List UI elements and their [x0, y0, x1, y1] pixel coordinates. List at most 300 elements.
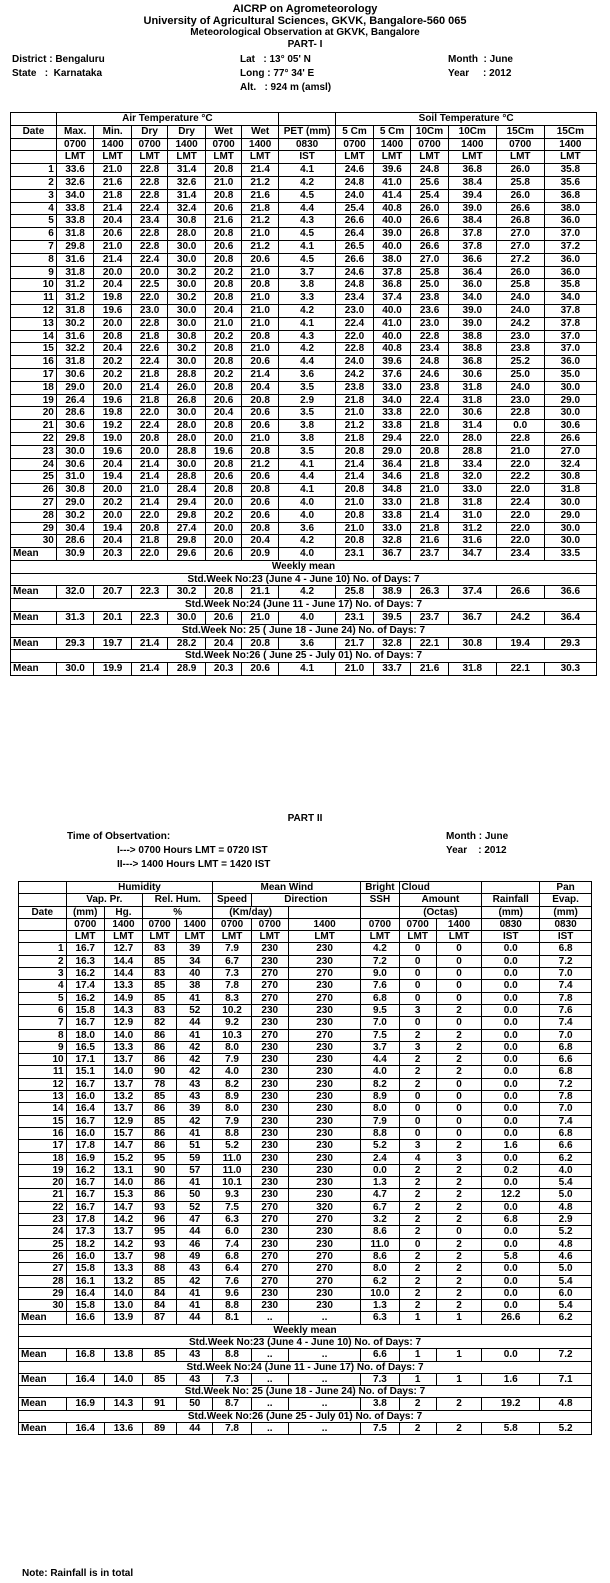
table-cell: 4.5: [278, 228, 335, 241]
table-cell: 6.0: [540, 1287, 592, 1299]
table-cell: 31.8: [56, 304, 94, 317]
table-cell: 41.0: [373, 176, 411, 189]
table-cell: 21.4: [131, 663, 167, 676]
table-cell: 3.6: [278, 522, 335, 535]
table-cell: [11, 113, 57, 126]
table-cell: 36.0: [544, 266, 596, 279]
week-title-row: [19, 1361, 592, 1373]
table-cell: 20.2: [205, 266, 241, 279]
table-cell: 4.1: [278, 164, 335, 177]
table-cell: 20.0: [131, 445, 167, 458]
table-cell: 4.1: [278, 484, 335, 497]
table-cell: 19.0: [94, 432, 132, 445]
table-cell: 20.8: [94, 330, 132, 343]
state-label: State : Karnataka: [12, 68, 103, 79]
table-row: [19, 1177, 592, 1189]
table-cell: 39: [177, 943, 213, 955]
table-cell: 2: [436, 1029, 482, 1041]
table-cell: 0: [436, 980, 482, 992]
direction-header: Direction: [251, 894, 361, 906]
week-mean-row: [19, 1349, 592, 1361]
table-cell: 28.8: [168, 445, 206, 458]
table-cell: 11.0: [361, 1238, 399, 1250]
table-cell: 36.4: [448, 266, 496, 279]
table-cell: 0.0: [482, 1349, 540, 1361]
table-cell: 15.7: [104, 1127, 142, 1139]
table-cell: 33.5: [544, 548, 596, 561]
table-cell: 21: [11, 420, 57, 433]
table-cell: 4: [11, 202, 57, 215]
table-cell: 16.7: [66, 1201, 104, 1213]
table-cell: 0.0: [482, 1201, 540, 1213]
table-cell: 20.1: [94, 612, 132, 625]
table-cell: 30.9: [56, 548, 94, 561]
table-cell: 31.8: [56, 356, 94, 369]
table-cell: 0.0: [482, 1300, 540, 1312]
table-cell: 20.4: [242, 381, 279, 394]
table-cell: 16.6: [66, 1312, 104, 1324]
table-cell: 24.0: [496, 292, 544, 305]
table-cell: 12: [19, 1078, 67, 1090]
table-cell: 86: [143, 1140, 177, 1152]
table-row: [19, 1029, 592, 1041]
table-cell: 22.0: [131, 407, 167, 420]
table-cell: 19.8: [94, 407, 132, 420]
table-cell: 2: [399, 1250, 436, 1262]
column-unit: LMT: [56, 151, 94, 164]
table-cell: 21.6: [411, 663, 449, 676]
table-cell: 25.2: [496, 356, 544, 369]
table-cell: 50: [177, 1398, 213, 1410]
table-cell: 23.8: [336, 381, 374, 394]
table-cell: 14.0: [104, 1066, 142, 1078]
table-cell: 24.6: [411, 368, 449, 381]
table-cell: 85: [143, 1091, 177, 1103]
table-cell: 20.0: [94, 381, 132, 394]
table-cell: 2: [399, 1066, 436, 1078]
header-row-labels: [11, 125, 597, 138]
table-cell: 2: [399, 1054, 436, 1066]
table-cell: 230: [288, 1287, 360, 1299]
relative-humidity-header: Rel. Hum.: [143, 894, 213, 906]
table-cell: 20.2: [205, 509, 241, 522]
column-unit: LMT: [436, 931, 482, 943]
table-cell: 21.2: [336, 420, 374, 433]
table-cell: 21.0: [94, 164, 132, 177]
table-cell: Mean: [19, 1349, 67, 1361]
table-cell: 0: [436, 1091, 482, 1103]
table-cell: 4.5: [278, 253, 335, 266]
table-cell: 270: [251, 1263, 288, 1275]
part1-table: [10, 112, 597, 676]
table-cell: 15.8: [66, 1300, 104, 1312]
table-cell: 2: [399, 1078, 436, 1090]
table-cell: 14.4: [104, 955, 142, 967]
table-cell: 21.4: [94, 253, 132, 266]
table-cell: 21.8: [242, 202, 279, 215]
table-cell: 5.4: [540, 1275, 592, 1287]
table-cell: 36.8: [373, 279, 411, 292]
table-row: [19, 980, 592, 992]
table-cell: 8.0: [213, 1041, 251, 1053]
table-cell: 2: [399, 1201, 436, 1213]
table-cell: 4.8: [540, 1398, 592, 1410]
weekly-mean-title: Weekly mean: [11, 560, 597, 573]
table-row: [19, 1275, 592, 1287]
table-cell: 30.0: [168, 407, 206, 420]
table-cell: 7.3: [213, 968, 251, 980]
table-cell: ..: [288, 1312, 360, 1324]
table-cell: 0.0: [482, 1066, 540, 1078]
table-cell: 0.0: [361, 1164, 399, 1176]
table-cell: 86: [143, 1041, 177, 1053]
table-cell: 36.7: [448, 612, 496, 625]
table-cell: 1.6: [482, 1140, 540, 1152]
table-cell: 30.6: [56, 420, 94, 433]
table-cell: 21.2: [242, 176, 279, 189]
cloud-header: Cloud: [399, 882, 482, 894]
table-cell: 2: [436, 1189, 482, 1201]
week-title: Std.Week No:23 (June 4 - June 10) No. of Days: 7: [11, 573, 597, 586]
table-cell: 86: [143, 1054, 177, 1066]
header-line1: AICRP on Agrometeorology: [232, 3, 378, 15]
table-cell: 26: [19, 1250, 67, 1262]
table-cell: 24.0: [336, 189, 374, 202]
table-cell: 78: [143, 1078, 177, 1090]
table-cell: 34.0: [373, 394, 411, 407]
table-cell: 0.0: [482, 1004, 540, 1016]
table-cell: 230: [251, 1287, 288, 1299]
amount-header: Amount: [399, 894, 482, 906]
column-unit: LMT: [399, 931, 436, 943]
table-cell: 6.3: [361, 1312, 399, 1324]
table-cell: 35.8: [544, 164, 596, 177]
table-cell: 19.9: [94, 663, 132, 676]
table-cell: 20.6: [242, 253, 279, 266]
table-cell: 2.9: [540, 1214, 592, 1226]
table-cell: 21.8: [411, 471, 449, 484]
table-cell: 26.6: [482, 1312, 540, 1324]
table-cell: 21.4: [131, 381, 167, 394]
table-cell: 51: [177, 1140, 213, 1152]
table-cell: 2: [399, 1398, 436, 1410]
table-cell: 44: [177, 1017, 213, 1029]
table-cell: 31.4: [448, 420, 496, 433]
table-cell: 16.3: [66, 955, 104, 967]
table-cell: 1.6: [482, 1373, 540, 1385]
table-cell: 230: [288, 1300, 360, 1312]
table-cell: 13.8: [104, 1349, 142, 1361]
table-cell: 30.8: [448, 637, 496, 650]
table-cell: 23.7: [411, 548, 449, 561]
table-cell: 5.8: [482, 1423, 540, 1435]
table-cell: 34.8: [373, 484, 411, 497]
table-cell: 16.4: [66, 1373, 104, 1385]
column-time: 1400: [242, 138, 279, 151]
obs-time-line2: II---> 1400 Hours LMT = 1420 IST: [117, 859, 271, 870]
table-cell: 8.6: [361, 1250, 399, 1262]
table-cell: 42: [177, 1054, 213, 1066]
table-cell: 29.8: [56, 432, 94, 445]
table-cell: 0: [399, 1127, 436, 1139]
table-row: [11, 215, 597, 228]
table-cell: 33.8: [373, 509, 411, 522]
table-cell: 6.2: [540, 1312, 592, 1324]
table-cell: 3.8: [278, 420, 335, 433]
table-cell: 2: [399, 1423, 436, 1435]
table-cell: 2: [399, 1226, 436, 1238]
table-row: [11, 176, 597, 189]
table-row: [19, 1004, 592, 1016]
table-cell: 21.4: [131, 471, 167, 484]
table-cell: 4.0: [278, 612, 335, 625]
table-cell: 4: [19, 980, 67, 992]
table-cell: 17: [11, 368, 57, 381]
table-cell: 8.0: [213, 1103, 251, 1115]
table-cell: 30.2: [168, 586, 206, 599]
column-unit: LMT: [66, 931, 104, 943]
table-cell: 7.0: [540, 968, 592, 980]
table-cell: 33.8: [373, 420, 411, 433]
vapour-pressure-header: Vap. Pr.: [66, 894, 143, 906]
column-header: Dry: [131, 125, 167, 138]
table-cell: 3.8: [361, 1398, 399, 1410]
table-cell: 4.4: [361, 1054, 399, 1066]
table-cell: 4.7: [361, 1189, 399, 1201]
table-cell: 13.6: [104, 1423, 142, 1435]
table-row: [19, 1140, 592, 1152]
table-cell: 4.4: [278, 202, 335, 215]
month-label: Month : June: [448, 54, 513, 65]
table-cell: 15.8: [66, 1004, 104, 1016]
table-cell: 21.8: [411, 458, 449, 471]
table-cell: 230: [288, 1164, 360, 1176]
table-cell: 30.0: [544, 522, 596, 535]
year-label: Year : 2012: [448, 68, 512, 79]
table-cell: 7.5: [213, 1201, 251, 1213]
table-cell: 13.7: [104, 1226, 142, 1238]
table-cell: 20.6: [242, 356, 279, 369]
table-cell: 13.0: [104, 1300, 142, 1312]
column-time: 0700: [205, 138, 241, 151]
table-row: [11, 266, 597, 279]
table-cell: 8.8: [361, 1127, 399, 1139]
table-cell: 13.3: [104, 1041, 142, 1053]
mean-wind-header: Mean Wind: [213, 882, 361, 894]
table-cell: 20.6: [205, 202, 241, 215]
table-cell: 32.4: [544, 458, 596, 471]
table-row: [11, 394, 597, 407]
table-cell: 28: [11, 509, 57, 522]
column-header: 5 Cm: [373, 125, 411, 138]
table-cell: 20.8: [205, 381, 241, 394]
table-cell: 23.4: [411, 343, 449, 356]
column-unit: LMT: [544, 151, 596, 164]
table-cell: 14.7: [104, 1201, 142, 1213]
table-cell: 37.2: [544, 240, 596, 253]
table-cell: 29.0: [56, 381, 94, 394]
table-cell: 23.0: [411, 317, 449, 330]
column-unit: LMT: [94, 151, 132, 164]
week-mean-row: [11, 663, 597, 676]
table-cell: 36.0: [544, 356, 596, 369]
table-cell: 22.0: [496, 509, 544, 522]
evaporation-header: Evap.: [540, 894, 592, 906]
table-cell: 90: [143, 1066, 177, 1078]
column-unit: LMT: [373, 151, 411, 164]
table-cell: 27.0: [411, 253, 449, 266]
table-row: [19, 1263, 592, 1275]
table-cell: 20.2: [94, 368, 132, 381]
table-cell: 6.8: [213, 1250, 251, 1262]
table-cell: 26.6: [544, 432, 596, 445]
table-cell: 13.7: [104, 1078, 142, 1090]
table-cell: 36.8: [448, 164, 496, 177]
week-title: Std.Week No:24 (June 11 - June 17) No. of Days: 7: [11, 599, 597, 612]
table-cell: 270: [288, 1263, 360, 1275]
table-cell: 29.6: [168, 548, 206, 561]
table-cell: 33.7: [373, 663, 411, 676]
table-cell: 270: [251, 980, 288, 992]
table-cell: 30.8: [544, 471, 596, 484]
table-cell: 20.6: [242, 496, 279, 509]
table-row: [19, 1300, 592, 1312]
table-cell: 26.6: [496, 586, 544, 599]
table-cell: 20.4: [94, 343, 132, 356]
table-cell: 30.0: [544, 496, 596, 509]
table-cell: 0: [399, 1103, 436, 1115]
table-cell: 31.4: [168, 189, 206, 202]
table-cell: 8.1: [213, 1312, 251, 1324]
table-cell: 13.9: [104, 1312, 142, 1324]
table-cell: 15.2: [104, 1152, 142, 1164]
table-cell: 39.0: [448, 202, 496, 215]
column-unit: LMT: [168, 151, 206, 164]
table-cell: 30.8: [56, 484, 94, 497]
table-row: [11, 509, 597, 522]
table-cell: 19.2: [482, 1398, 540, 1410]
column-unit: LMT: [336, 151, 374, 164]
table-cell: 29: [19, 1287, 67, 1299]
table-cell: 25.0: [411, 279, 449, 292]
table-cell: 10.3: [213, 1029, 251, 1041]
table-cell: 40.0: [373, 215, 411, 228]
table-row: [11, 202, 597, 215]
table-cell: 20.7: [94, 586, 132, 599]
column-time: 0700: [143, 918, 177, 930]
table-cell: 0.0: [482, 1103, 540, 1115]
table-cell: ..: [251, 1349, 288, 1361]
unit-octas: (Octas): [399, 906, 482, 918]
table-cell: 14.0: [104, 1177, 142, 1189]
table-cell: 9.3: [213, 1189, 251, 1201]
table-cell: 8.3: [213, 992, 251, 1004]
report-header: [0, 3, 610, 51]
table-cell: 23.6: [411, 304, 449, 317]
table-cell: 6.4: [213, 1263, 251, 1275]
table-cell: 20.6: [242, 471, 279, 484]
table-cell: 84: [143, 1287, 177, 1299]
table-cell: 21.0: [242, 304, 279, 317]
table-cell: 33.0: [448, 484, 496, 497]
table-cell: 8.6: [361, 1226, 399, 1238]
table-cell: 7.3: [213, 1373, 251, 1385]
column-time: 0700: [66, 918, 104, 930]
table-cell: 26.3: [411, 586, 449, 599]
table-cell: 20.6: [205, 240, 241, 253]
table-cell: [361, 906, 399, 918]
table-cell: 43: [177, 1078, 213, 1090]
column-unit: LMT: [205, 151, 241, 164]
table-cell: 21.0: [205, 176, 241, 189]
table-cell: 21.0: [131, 484, 167, 497]
table-cell: 26.6: [411, 240, 449, 253]
table-cell: 24.6: [336, 266, 374, 279]
table-cell: 20.0: [205, 522, 241, 535]
table-cell: 23.4: [131, 215, 167, 228]
table-cell: 4.2: [361, 943, 399, 955]
table-cell: 0: [399, 1017, 436, 1029]
table-cell: 29.0: [373, 445, 411, 458]
table-cell: 31.6: [448, 535, 496, 548]
table-cell: 13.2: [104, 1091, 142, 1103]
table-cell: 25.8: [496, 176, 544, 189]
table-cell: 14.3: [104, 1004, 142, 1016]
meta-block: [0, 51, 610, 101]
column-unit: LMT: [288, 931, 360, 943]
table-cell: 2: [19, 955, 67, 967]
week-title-row: [19, 1386, 592, 1398]
table-cell: 38.8: [448, 343, 496, 356]
table-cell: 23.8: [411, 292, 449, 305]
table-cell: 38: [177, 980, 213, 992]
table-cell: 230: [251, 1300, 288, 1312]
header-line3: Meteorological Observation at GKVK, Bangalore: [190, 27, 420, 38]
table-cell: 230: [288, 1078, 360, 1090]
table-cell: 7.8: [213, 980, 251, 992]
table-cell: 14.9: [104, 992, 142, 1004]
table-row: [19, 1066, 592, 1078]
table-cell: 83: [143, 968, 177, 980]
table-cell: 6.0: [213, 1226, 251, 1238]
table-cell: 34.0: [448, 292, 496, 305]
table-cell: 5: [19, 992, 67, 1004]
table-cell: 39.5: [373, 612, 411, 625]
table-cell: 20.8: [411, 445, 449, 458]
table-cell: 36.0: [448, 279, 496, 292]
table-cell: 38.8: [448, 330, 496, 343]
table-row: [11, 317, 597, 330]
table-cell: 2: [399, 1275, 436, 1287]
table-cell: 21.4: [131, 496, 167, 509]
table-cell: 21.6: [242, 189, 279, 202]
week-mean-row: [11, 586, 597, 599]
table-cell: 34.0: [56, 189, 94, 202]
table-cell: 230: [251, 1054, 288, 1066]
table-cell: 21.2: [242, 458, 279, 471]
table-cell: 13.7: [104, 1054, 142, 1066]
table-cell: 31.0: [448, 509, 496, 522]
table-cell: 20.8: [205, 586, 241, 599]
table-cell: 24: [11, 458, 57, 471]
table-cell: 28.8: [168, 471, 206, 484]
table-cell: 22.2: [496, 471, 544, 484]
table-cell: 15: [19, 1115, 67, 1127]
table-cell: 230: [251, 1078, 288, 1090]
table-cell: 19.6: [94, 394, 132, 407]
table-cell: 13: [19, 1091, 67, 1103]
table-cell: 7.2: [540, 955, 592, 967]
